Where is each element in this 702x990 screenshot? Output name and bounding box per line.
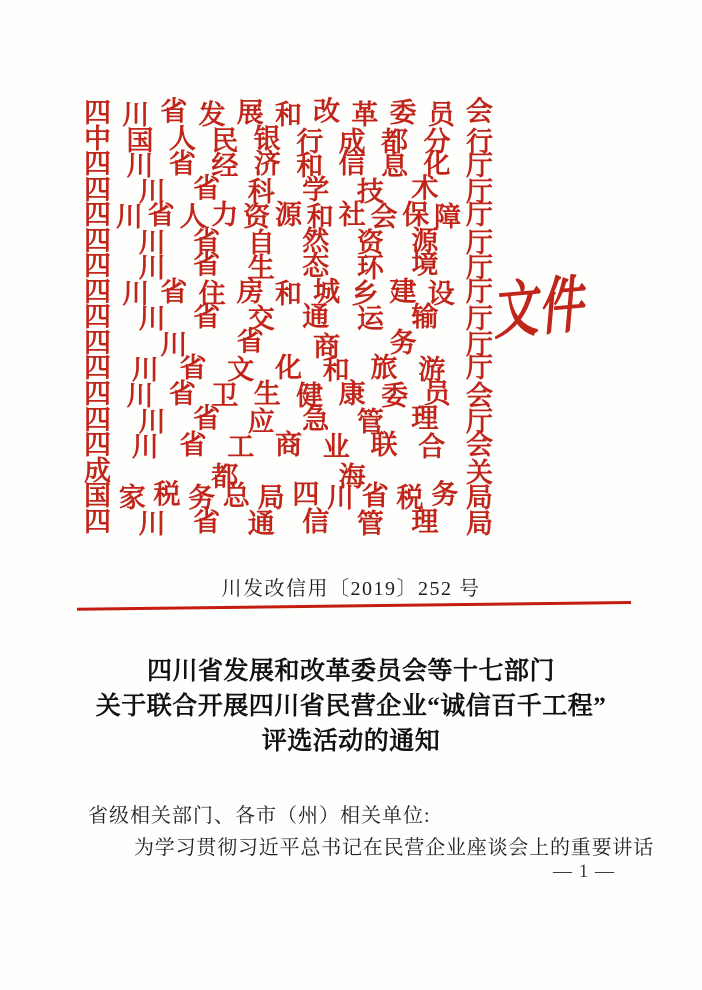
agency-char: 总 <box>222 481 250 512</box>
salutation-line: 省级相关部门、各市（州）相关单位: <box>88 805 431 827</box>
agency-char: 改 <box>313 96 341 127</box>
agency-char: 局 <box>465 508 493 539</box>
agency-row <box>84 403 493 437</box>
agency-char: 自 <box>247 227 275 258</box>
agency-char: 运 <box>356 304 384 335</box>
agency-char: 川 <box>126 381 154 412</box>
body-first-line: 为学习贯彻习近平总书记在民营企业座谈会上的重要讲话 <box>134 837 654 859</box>
agency-char: 态 <box>302 251 330 282</box>
agency-char: 联 <box>370 430 398 461</box>
agency-char: 文 <box>227 355 255 386</box>
agency-char: 省 <box>193 302 221 333</box>
agency-char: 交 <box>247 304 275 335</box>
agency-char: 和 <box>296 151 324 182</box>
agency-char: 资 <box>356 227 384 258</box>
agency-char: 川 <box>138 253 166 284</box>
agency-char: 四 <box>84 379 111 410</box>
agency-char: 商 <box>313 331 341 362</box>
agency-char: 省 <box>160 96 188 127</box>
agency-char: 川 <box>138 406 166 437</box>
agency-char: 厅 <box>465 329 493 360</box>
agency-char: 务 <box>188 483 216 514</box>
agency-row <box>84 430 493 463</box>
agency-char: 源 <box>274 200 302 231</box>
agency-char: 城 <box>313 276 341 307</box>
agency-char: 卫 <box>211 381 239 412</box>
agency-char: 学 <box>302 174 330 205</box>
agency-char: 税 <box>396 483 424 514</box>
agency-row <box>84 506 493 539</box>
agency-char: 省 <box>147 200 175 231</box>
agency-char: 会 <box>466 430 493 461</box>
agency-char: 中 <box>84 123 111 154</box>
agency-char: 合 <box>418 432 446 463</box>
agency-char: 厅 <box>466 353 493 384</box>
agency-char: 都 <box>381 126 409 157</box>
agency-char: 省 <box>193 506 221 537</box>
agency-char: 川 <box>327 483 355 514</box>
agency-char: 和 <box>274 278 302 309</box>
agency-char: 信 <box>302 506 330 537</box>
agency-char: 化 <box>423 149 451 180</box>
agency-char: 社 <box>338 200 366 231</box>
agency-char: 四 <box>84 430 111 461</box>
title-line-3: 评选活动的通知 <box>261 728 441 755</box>
agency-char: 源 <box>411 225 439 256</box>
agency-char: 委 <box>389 98 417 128</box>
agency-char: 和 <box>274 100 302 130</box>
agency-row <box>84 479 493 514</box>
agency-char: 省 <box>179 353 207 384</box>
agency-char: 都 <box>211 461 239 492</box>
agency-char: 行 <box>465 126 493 157</box>
agency-char: 四 <box>84 276 111 307</box>
agency-char: 银 <box>253 123 281 154</box>
agency-char: 信 <box>338 149 366 180</box>
agency-char: 海 <box>338 461 366 492</box>
agency-char: 会 <box>465 381 493 412</box>
agency-char: 四 <box>84 225 111 256</box>
agency-char: 成 <box>338 126 366 157</box>
agency-char: 员 <box>427 100 455 130</box>
agency-char: 生 <box>253 379 281 410</box>
agency-char: 四 <box>84 353 111 384</box>
agency-char: 四 <box>84 404 111 435</box>
red-divider-line <box>77 601 631 611</box>
agency-char: 建 <box>389 276 417 307</box>
agency-char: 省 <box>236 326 264 357</box>
agency-char: 管 <box>356 508 384 539</box>
agency-row <box>84 249 493 284</box>
agency-char: 力 <box>211 200 239 231</box>
agency-char: 设 <box>427 278 455 309</box>
agency-char: 四 <box>84 98 111 128</box>
agency-char: 革 <box>351 100 379 130</box>
agency-char: 发 <box>198 100 226 130</box>
agency-row <box>84 353 493 386</box>
agency-char: 和 <box>306 202 334 233</box>
agency-row <box>84 173 493 207</box>
agency-char: 然 <box>302 225 330 256</box>
agency-char: 川 <box>122 278 150 309</box>
document-number: 川发改信用〔2019〕252 号 <box>221 578 481 600</box>
agency-char: 科 <box>247 176 275 207</box>
agency-char: 资 <box>243 202 271 233</box>
agency-char: 省 <box>193 403 221 434</box>
agency-list <box>84 96 493 539</box>
agency-char: 游 <box>418 355 446 386</box>
agency-char: 分 <box>423 126 451 157</box>
agency-char: 川 <box>115 202 143 233</box>
agency-char: 家 <box>118 483 146 514</box>
agency-char: 省 <box>168 379 196 410</box>
agency-char: 委 <box>381 381 409 412</box>
agency-char: 息 <box>381 151 409 182</box>
agency-char: 川 <box>131 432 159 463</box>
agency-char: 省 <box>193 173 221 204</box>
agency-char: 四 <box>84 506 111 537</box>
agency-char: 局 <box>257 483 285 514</box>
agency-char: 会 <box>465 96 493 127</box>
agency-char: 房 <box>236 276 264 307</box>
document-stamp-label: 文件 <box>492 270 591 348</box>
agency-char: 民 <box>211 125 239 156</box>
agency-char: 术 <box>411 173 439 204</box>
agency-char: 旅 <box>370 353 398 384</box>
agency-char: 四 <box>292 479 320 510</box>
agency-char: 输 <box>411 302 439 333</box>
agency-row <box>84 276 493 309</box>
agency-char: 四 <box>84 174 111 205</box>
agency-char: 川 <box>122 100 150 130</box>
agency-char: 急 <box>302 404 330 435</box>
agency-char: 应 <box>247 406 275 437</box>
agency-char: 厅 <box>465 276 493 307</box>
agency-char: 技 <box>356 176 384 207</box>
agency-char: 川 <box>138 176 166 207</box>
agency-char: 康 <box>338 379 366 410</box>
agency-char: 省 <box>193 249 221 280</box>
agency-row <box>84 96 493 130</box>
agency-char: 障 <box>434 202 462 233</box>
agency-char: 川 <box>138 304 166 335</box>
agency-char: 四 <box>84 200 111 231</box>
agency-char: 成 <box>84 455 111 486</box>
agency-char: 局 <box>465 483 493 514</box>
agency-char: 川 <box>138 227 166 258</box>
agency-char: 商 <box>275 430 302 461</box>
agency-char: 经 <box>211 151 239 182</box>
agency-char: 务 <box>431 479 459 510</box>
agency-char: 省 <box>193 225 221 256</box>
agency-char: 环 <box>356 253 384 284</box>
title-line-1: 四川省发展和改革委员会等十七部门 <box>146 658 555 685</box>
agency-char: 省 <box>160 276 188 307</box>
agency-char: 境 <box>411 249 439 280</box>
agency-char: 国 <box>84 481 111 512</box>
agency-char: 生 <box>247 253 275 284</box>
agency-char: 员 <box>423 379 451 410</box>
agency-char: 国 <box>126 125 154 156</box>
agency-char: 厅 <box>465 406 493 437</box>
agency-char: 四 <box>84 149 111 180</box>
agency-char: 工 <box>227 432 255 463</box>
agency-char: 展 <box>236 98 264 128</box>
agency-char: 厅 <box>465 253 493 284</box>
agency-char: 化 <box>275 353 302 384</box>
agency-char: 理 <box>411 506 439 537</box>
agency-char: 保 <box>402 200 430 231</box>
agency-char: 四 <box>84 327 111 358</box>
agency-char: 省 <box>168 149 196 180</box>
agency-char: 川 <box>138 508 166 539</box>
agency-char: 务 <box>389 327 417 358</box>
agency-char: 人 <box>179 202 207 233</box>
agency-char: 住 <box>198 278 226 309</box>
agency-char: 厅 <box>465 227 493 258</box>
agency-char: 和 <box>322 355 350 386</box>
agency-char: 川 <box>126 151 154 182</box>
agency-char: 厅 <box>465 304 493 335</box>
agency-char: 厅 <box>465 200 493 231</box>
agency-char: 厅 <box>465 151 493 182</box>
agency-char: 厅 <box>465 176 493 207</box>
page-number: — 1 — <box>553 861 615 882</box>
agency-char: 业 <box>322 432 350 463</box>
agency-char: 省 <box>361 481 389 512</box>
agency-char: 乡 <box>351 278 379 309</box>
agency-char: 济 <box>253 149 281 180</box>
agency-char: 关 <box>465 457 493 488</box>
agency-char: 川 <box>131 355 159 386</box>
agency-char: 四 <box>84 251 111 282</box>
agency-char: 会 <box>370 202 398 233</box>
agency-char: 川 <box>160 329 188 360</box>
agency-char: 人 <box>168 123 196 154</box>
agency-char: 通 <box>247 508 275 539</box>
agency-char: 税 <box>153 479 181 510</box>
agency-char: 行 <box>296 126 324 157</box>
document-title <box>0 654 702 759</box>
agency-char: 通 <box>302 302 330 333</box>
agency-char: 健 <box>296 381 324 412</box>
agency-char: 管 <box>356 406 384 437</box>
agency-char: 理 <box>411 403 439 434</box>
title-line-2: 关于联合开展四川省民营企业“诚信百千工程” <box>95 693 607 720</box>
agency-char: 省 <box>179 430 207 461</box>
agency-char: 四 <box>84 302 111 333</box>
